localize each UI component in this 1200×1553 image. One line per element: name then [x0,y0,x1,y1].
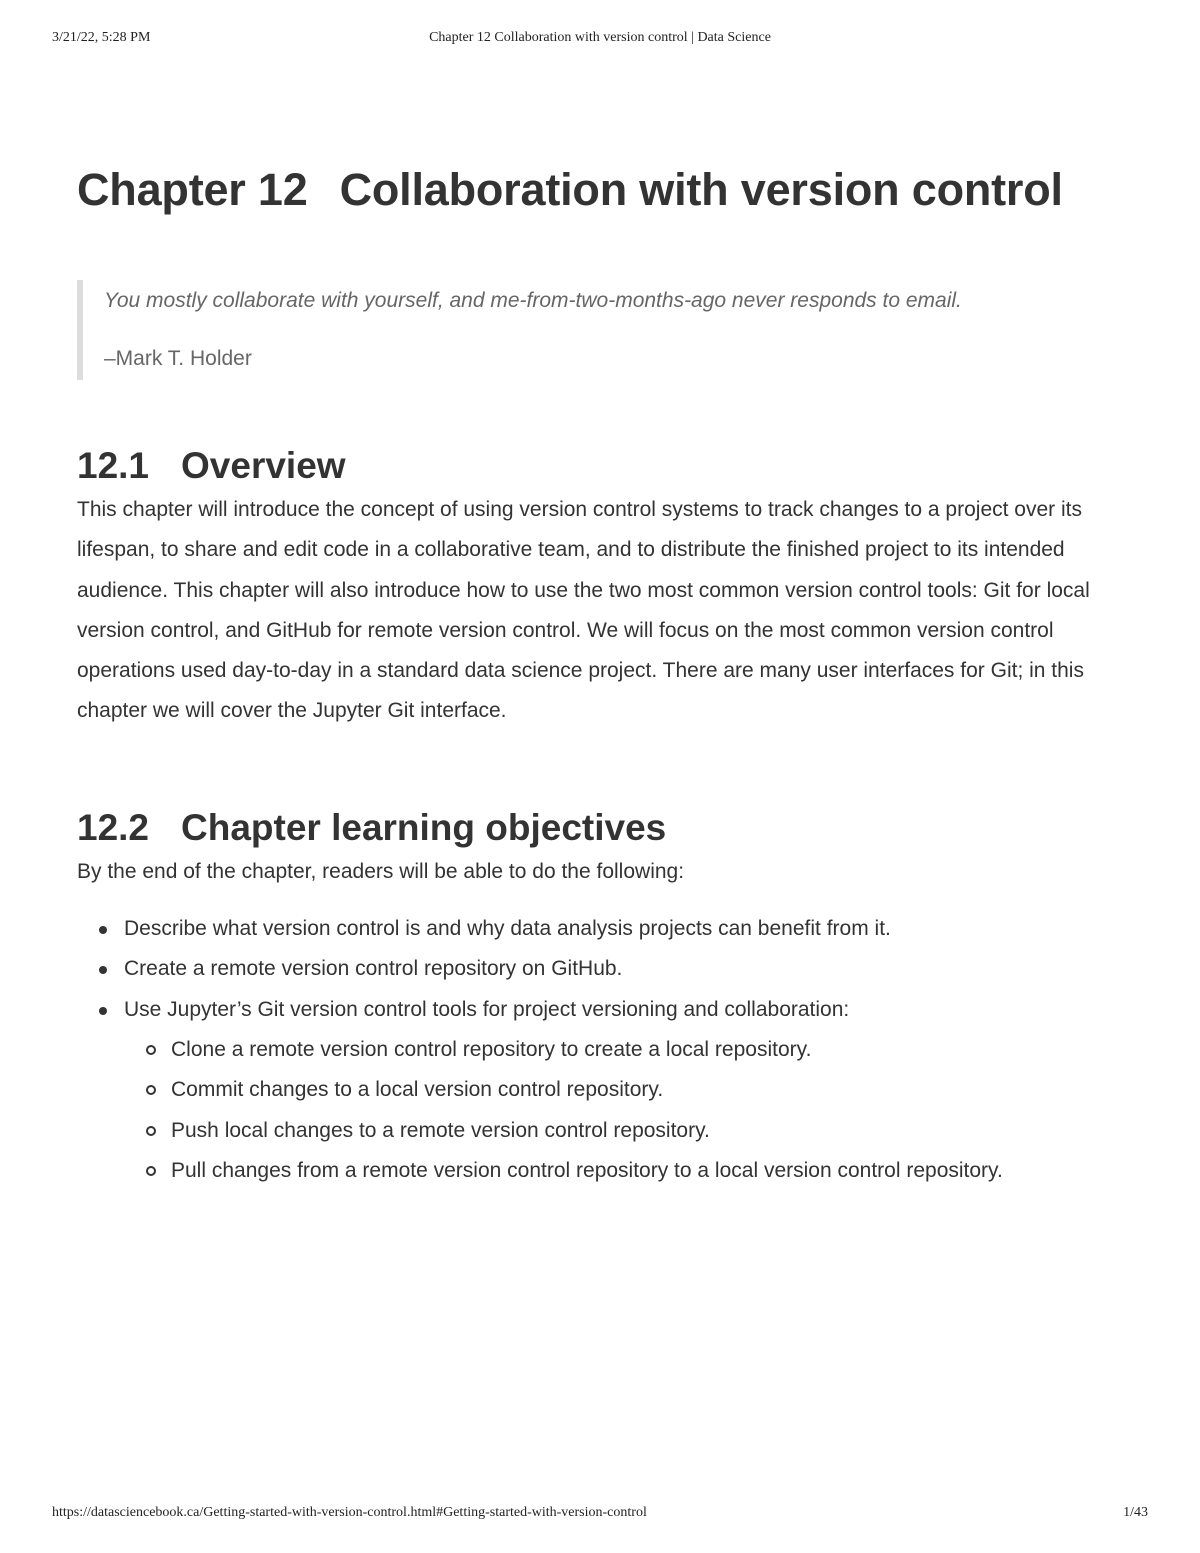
print-footer [0,1505,1200,1525]
list-item: Create a remote version control repository on GitHub. [77,949,1127,989]
section-title: Chapter learning objectives [181,806,667,848]
list-item [77,990,1127,1191]
objectives-intro: By the end of the chapter, readers will be able to do the following: [77,859,685,883]
section-title: Overview [181,445,346,486]
section-heading-objectives [77,804,1127,852]
section-number: 12.2 [77,806,150,848]
section-heading-overview [77,442,1127,490]
print-url: https://datasciencebook.ca/Getting-started-with-version-control.html#Getting-started-with-version-control [52,1505,647,1520]
epigraph-attribution: –Mark T. Holder [104,347,252,370]
print-header [0,30,1200,50]
epigraph-quote: You mostly collaborate with yourself, and me-from-two-months-ago never responds to email. [104,289,962,312]
epigraph [77,280,1127,380]
overview-paragraph: This chapter will introduce the concept of using version control systems to track changes to a project over its lifespan, to share and edit code in a collaborative team, and to distribute the finished project to its intended audience. This chapter will also introduce how to use the two most common version control tools: Git for local version control, and GitHub for remote version control. We will focus on the most common version control operations used day-to-day in a standard data science project. There are many user interfaces for Git; in this chapter we will cover the Jupyter Git interface. [77,498,1090,723]
chapter-number: Chapter 12 [77,164,308,215]
list-item: Describe what version control is and why data analysis projects can benefit from it. [77,909,1127,949]
sub-list-item: Pull changes from a remote version control repository to a local version control repository. [124,1151,1127,1191]
sub-list-item: Clone a remote version control repository to create a local repository. [124,1030,1127,1070]
main-content [77,150,1127,1191]
print-page-title: Chapter 12 Collaboration with version control | Data Science [429,30,771,45]
sub-objectives-list [124,1030,1127,1191]
list-item-text: Use Jupyter’s Git version control tools for project versioning and collaboration: [124,997,850,1021]
print-page-number: 1/43 [1123,1505,1148,1520]
chapter-title-text: Collaboration with version control [339,164,1063,215]
section-number: 12.1 [77,445,150,486]
chapter-title [77,150,1127,230]
objectives-list [77,909,1127,1191]
sub-list-item: Push local changes to a remote version control repository. [124,1111,1127,1151]
sub-list-item: Commit changes to a local version control repository. [124,1070,1127,1110]
print-datetime: 3/21/22, 5:28 PM [52,30,151,45]
